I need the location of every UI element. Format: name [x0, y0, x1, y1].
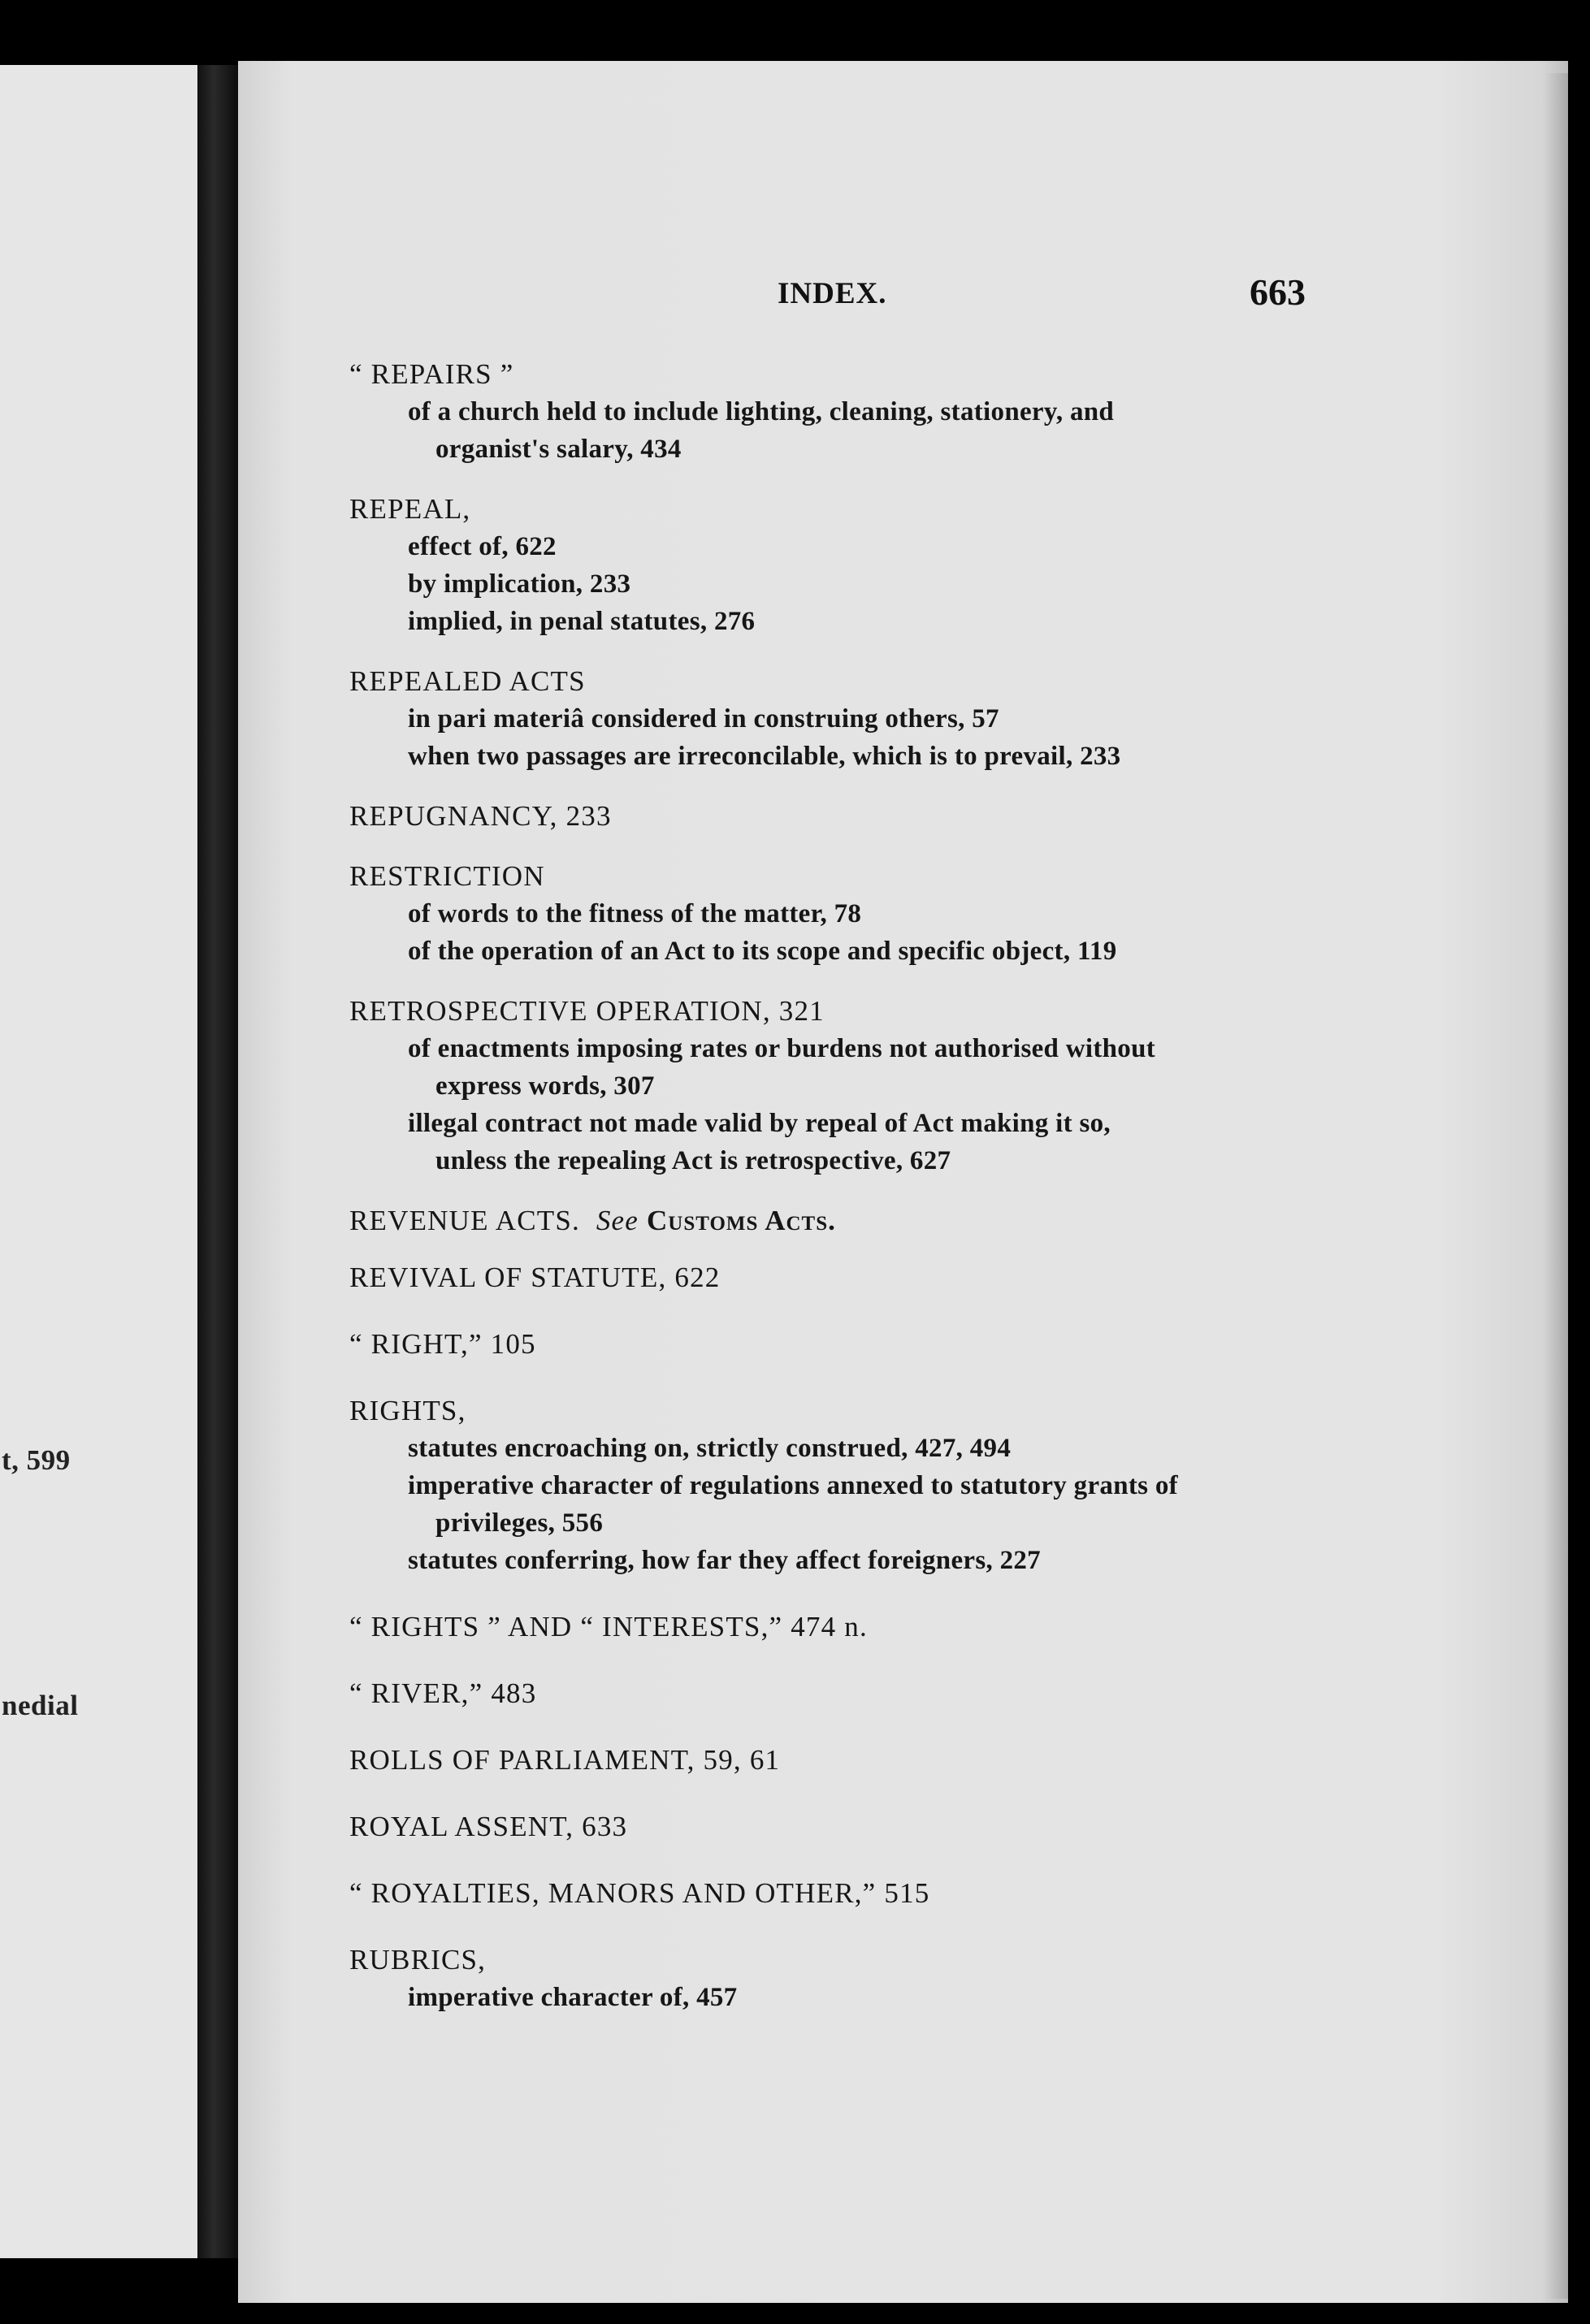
entry-subitem: imperative character of, 457 — [408, 1983, 738, 2012]
index-entry — [349, 993, 1324, 1179]
entry-heading: REPUGNANCY, 233 — [349, 800, 612, 832]
index-entry — [349, 663, 1324, 775]
page-edge — [1544, 73, 1568, 2299]
entry-heading: RETROSPECTIVE OPERATION, 321 — [349, 995, 825, 1027]
entry-subitem — [349, 1030, 1324, 1105]
entry-subitem: of the operation of an Act to its scope and specific object, 119 — [408, 937, 1117, 966]
running-head: INDEX. — [778, 277, 887, 310]
subitem-continuation: unless the repealing Act is retrospective, 627 — [435, 1146, 951, 1175]
index-entry — [349, 1326, 1324, 1363]
index-entry — [349, 356, 1324, 468]
entry-heading: REPEALED ACTS — [349, 665, 586, 697]
entry-subitem — [349, 393, 1324, 468]
left-page-fragment: t, 599 — [2, 1444, 71, 1476]
index-entry — [349, 1875, 1324, 1912]
index-entry — [349, 491, 1324, 640]
entry-heading: “ RIVER,” 483 — [349, 1677, 537, 1709]
entry-heading: ROLLS OF PARLIAMENT, 59, 61 — [349, 1744, 781, 1776]
index-entry — [349, 1259, 1324, 1296]
subitem-text: of a church held to include lighting, cleaning, stationery, and — [408, 397, 1115, 426]
book-gutter — [197, 65, 238, 2258]
entry-heading — [349, 1202, 1324, 1240]
index-entry — [349, 1808, 1324, 1846]
index-entry — [349, 858, 1324, 970]
index-entry — [349, 1392, 1324, 1579]
subitem-continuation: organist's salary, 434 — [435, 435, 682, 464]
see-reference-label: See — [596, 1205, 639, 1236]
index-entry — [349, 1742, 1324, 1779]
entry-heading: REPEAL, — [349, 493, 471, 525]
page-number: 663 — [1250, 271, 1306, 313]
entry-subitem: statutes conferring, how far they affect foreigners, 227 — [408, 1546, 1041, 1575]
subitem-continuation: express words, 307 — [435, 1071, 655, 1101]
left-page — [0, 65, 197, 2258]
entry-subitem: statutes encroaching on, strictly construed, 427, 494 — [408, 1434, 1012, 1463]
entry-heading: REVIVAL OF STATUTE, 622 — [349, 1262, 721, 1293]
index-entries — [349, 356, 1324, 2016]
entry-subitem — [349, 1467, 1324, 1542]
subitem-text: of enactments imposing rates or burdens not authorised without — [408, 1034, 1156, 1063]
index-entry — [349, 1675, 1324, 1712]
index-entry — [349, 1941, 1324, 2016]
entry-heading: RESTRICTION — [349, 860, 545, 892]
entry-subitem: effect of, 622 — [408, 532, 557, 561]
index-entry — [349, 1608, 1324, 1646]
see-reference-target: Customs Acts. — [646, 1205, 836, 1236]
subitem-text: imperative character of regulations annexed to statutory grants of — [408, 1471, 1178, 1500]
entry-subitem: implied, in penal statutes, 276 — [408, 607, 756, 636]
entry-heading: “ RIGHT,” 105 — [349, 1328, 536, 1360]
entry-heading: RIGHTS, — [349, 1395, 466, 1426]
entry-subitem — [349, 1105, 1324, 1179]
entry-subitem: in pari materiâ considered in construing others, 57 — [408, 704, 999, 734]
heading-text: REVENUE ACTS. — [349, 1205, 580, 1236]
entry-heading: ROYAL ASSENT, 633 — [349, 1811, 628, 1842]
entry-subitem: by implication, 233 — [408, 569, 631, 599]
entry-subitem: of words to the fitness of the matter, 78 — [408, 899, 862, 928]
entry-heading: RUBRICS, — [349, 1944, 487, 1976]
left-page-fragment: nedial — [2, 1690, 79, 1721]
subitem-continuation: privileges, 556 — [435, 1508, 604, 1538]
index-entry — [349, 1202, 1324, 1240]
entry-heading: “ RIGHTS ” AND “ INTERESTS,” 474 n. — [349, 1611, 868, 1642]
entry-heading: “ REPAIRS ” — [349, 358, 514, 390]
subitem-text: illegal contract not made valid by repeal of Act making it so, — [408, 1109, 1111, 1138]
entry-heading: “ ROYALTIES, MANORS AND OTHER,” 515 — [349, 1877, 930, 1909]
entry-subitem: when two passages are irreconcilable, which is to prevail, 233 — [408, 742, 1121, 771]
index-entry — [349, 798, 1324, 835]
